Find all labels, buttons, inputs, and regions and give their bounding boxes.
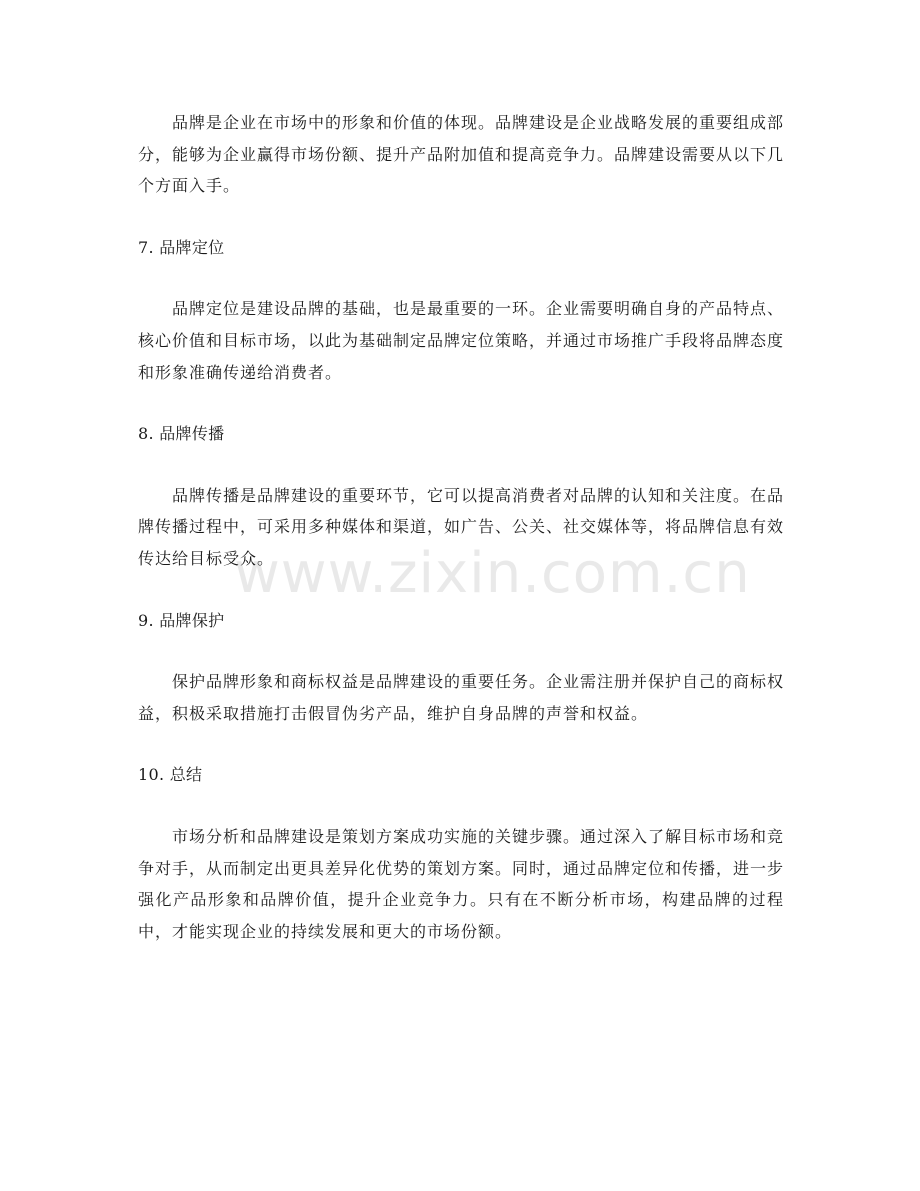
- section-heading-brand-protection: 9. 品牌保护: [138, 610, 225, 630]
- section-heading-brand-positioning: 7. 品牌定位: [138, 237, 225, 257]
- brand-positioning-paragraph: 品牌定位是建设品牌的基础，也是最重要的一环。企业需要明确自身的产品特点、核心价值和目标市场，以此为基础制定品牌定位策略，并通过市场推广手段将品牌态度和形象准确传递给消费者。: [138, 299, 785, 382]
- section-heading-brand-communication: 8. 品牌传播: [138, 424, 225, 444]
- intro-paragraph: 品牌是企业在市场中的形象和价值的体现。品牌建设是企业战略发展的重要组成部分，能够为企业赢得市场份额、提升产品附加值和提高竞争力。品牌建设需要从以下几个方面入手。: [138, 113, 785, 196]
- brand-communication-paragraph: 品牌传播是品牌建设的重要环节，它可以提高消费者对品牌的认知和关注度。在品牌传播过程中，可采用多种媒体和渠道，如广告、公关、社交媒体等，将品牌信息有效传达给目标受众。: [138, 485, 785, 568]
- watermark-text: www.zixin.com.cn: [234, 541, 751, 606]
- brand-protection-paragraph: 保护品牌形象和商标权益是品牌建设的重要任务。企业需注册并保护自己的商标权益，积极采取措施打击假冒伪劣产品，维护自身品牌的声誉和权益。: [138, 672, 785, 723]
- document-body: [138, 107, 784, 947]
- section-heading-summary: 10. 总结: [138, 765, 203, 785]
- summary-paragraph: 市场分析和品牌建设是策划方案成功实施的关键步骤。通过深入了解目标市场和竞争对手，从而制定出更具差异化优势的策划方案。同时，通过品牌定位和传播，进一步强化产品形象和品牌价值，提升企业竞争力。只有在不断分析市场，构建品牌的过程中，才能实现企业的持续发展和更大的市场份额。: [138, 826, 785, 941]
